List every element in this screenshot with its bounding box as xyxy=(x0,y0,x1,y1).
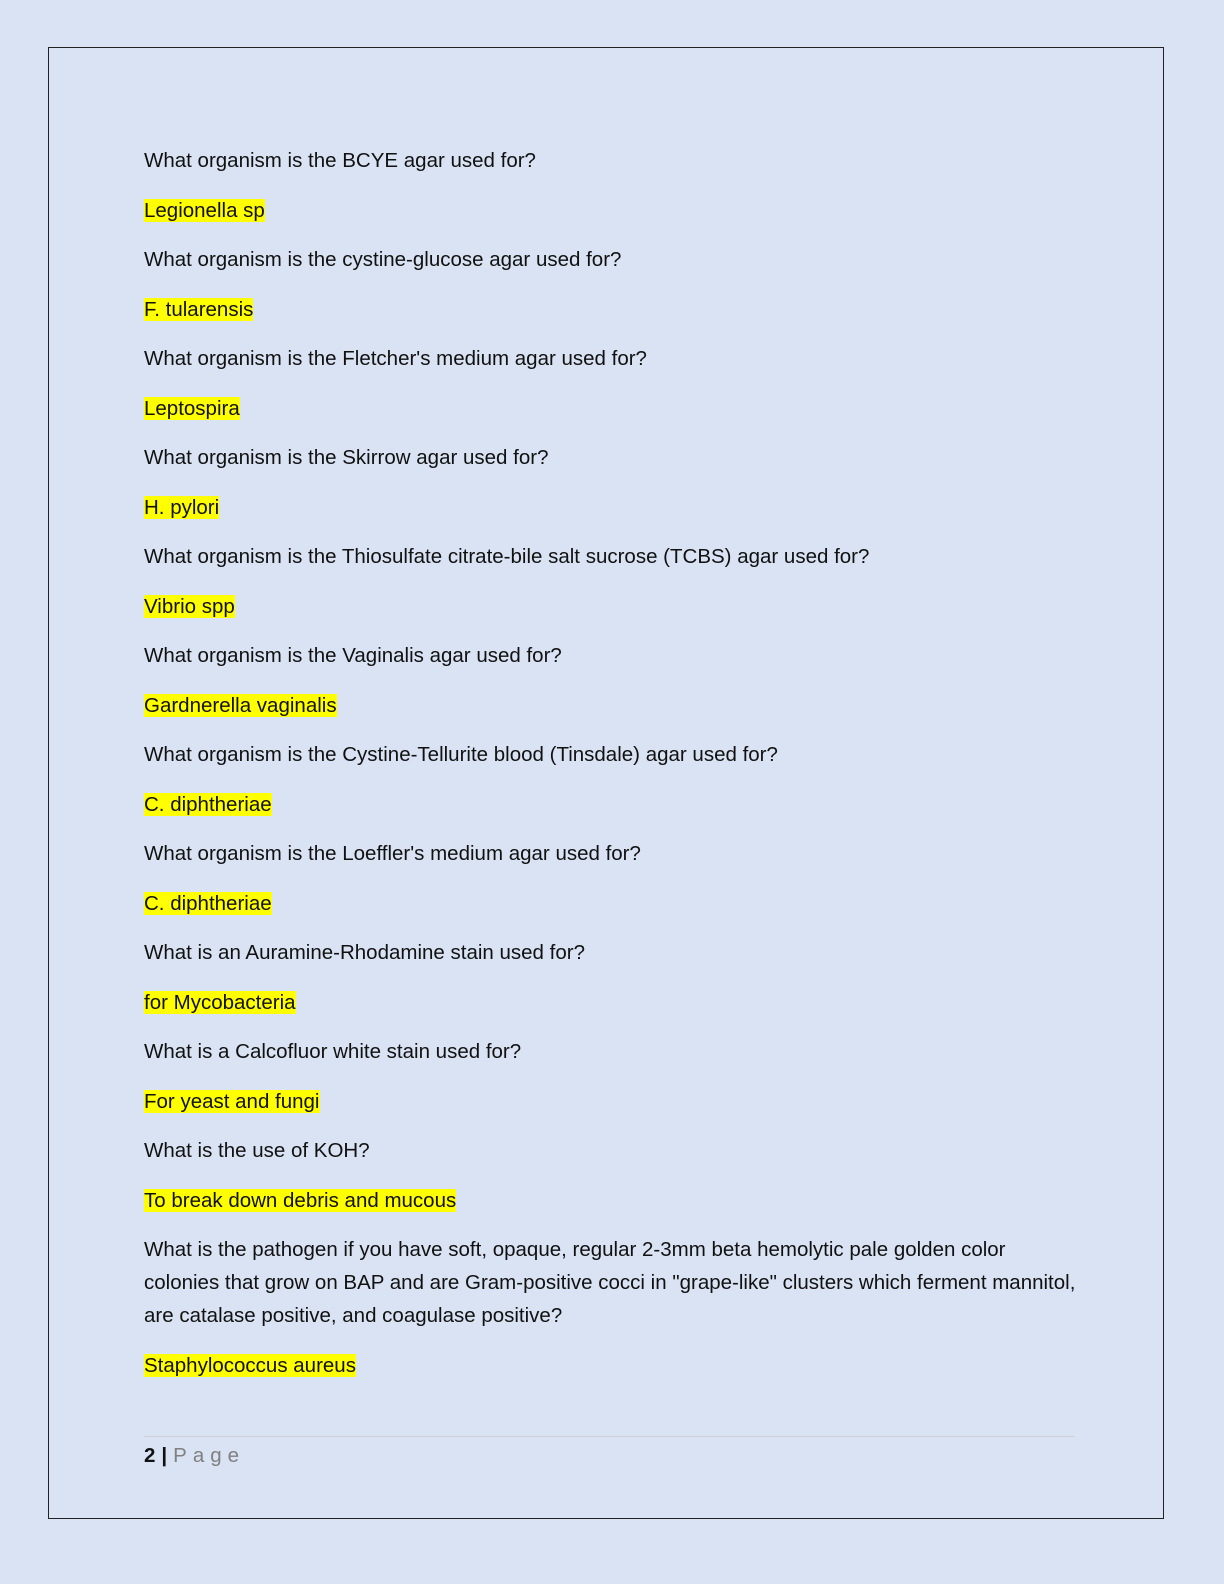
answer-2 xyxy=(144,293,1084,326)
page-label: Page xyxy=(173,1444,246,1467)
page-number: 2 xyxy=(144,1444,156,1467)
document-body xyxy=(144,144,1084,1398)
answer-highlight: H. pylori xyxy=(144,495,220,519)
answer-highlight: Leptospira xyxy=(144,396,240,420)
answer-10 xyxy=(144,1085,1084,1118)
question-12: What is the pathogen if you have soft, opaque, regular 2-3mm beta hemolytic pale golden color colonies that grow on BAP and are Gram-positive cocci in "grape-like" clusters which ferment mannitol, are catalase positive, and coagulase positive? xyxy=(144,1238,1076,1327)
answer-1 xyxy=(144,194,1084,227)
page-footer xyxy=(144,1436,1074,1472)
answer-8 xyxy=(144,887,1084,920)
answer-highlight: For yeast and fungi xyxy=(144,1089,320,1113)
question-11: What is the use of KOH? xyxy=(144,1139,370,1162)
answer-9 xyxy=(144,986,1084,1019)
answer-highlight: F. tularensis xyxy=(144,297,254,321)
answer-highlight: Staphylococcus aureus xyxy=(144,1353,356,1377)
answer-6 xyxy=(144,689,1084,722)
answer-highlight: for Mycobacteria xyxy=(144,990,296,1014)
question-4: What organism is the Skirrow agar used for? xyxy=(144,446,549,469)
question-7: What organism is the Cystine-Tellurite blood (Tinsdale) agar used for? xyxy=(144,743,778,766)
answer-7 xyxy=(144,788,1084,821)
question-8: What organism is the Loeffler's medium agar used for? xyxy=(144,842,641,865)
question-6: What organism is the Vaginalis agar used for? xyxy=(144,644,562,667)
qa-list xyxy=(144,144,1084,1382)
question-1: What organism is the BCYE agar used for? xyxy=(144,149,536,172)
answer-4 xyxy=(144,491,1084,524)
question-3: What organism is the Fletcher's medium agar used for? xyxy=(144,347,647,370)
answer-12 xyxy=(144,1349,1084,1382)
answer-highlight: To break down debris and mucous xyxy=(144,1188,457,1212)
answer-highlight: Legionella sp xyxy=(144,198,265,222)
answer-3 xyxy=(144,392,1084,425)
answer-11 xyxy=(144,1184,1084,1217)
answer-highlight: C. diphtheriae xyxy=(144,792,272,816)
answer-highlight: C. diphtheriae xyxy=(144,891,272,915)
footer-separator: | xyxy=(161,1444,168,1467)
answer-highlight: Gardnerella vaginalis xyxy=(144,693,337,717)
question-5: What organism is the Thiosulfate citrate-bile salt sucrose (TCBS) agar used for? xyxy=(144,545,870,568)
question-10: What is a Calcofluor white stain used for? xyxy=(144,1040,522,1063)
answer-5 xyxy=(144,590,1084,623)
answer-highlight: Vibrio spp xyxy=(144,594,235,618)
question-2: What organism is the cystine-glucose agar used for? xyxy=(144,248,622,271)
question-9: What is an Auramine-Rhodamine stain used for? xyxy=(144,941,585,964)
